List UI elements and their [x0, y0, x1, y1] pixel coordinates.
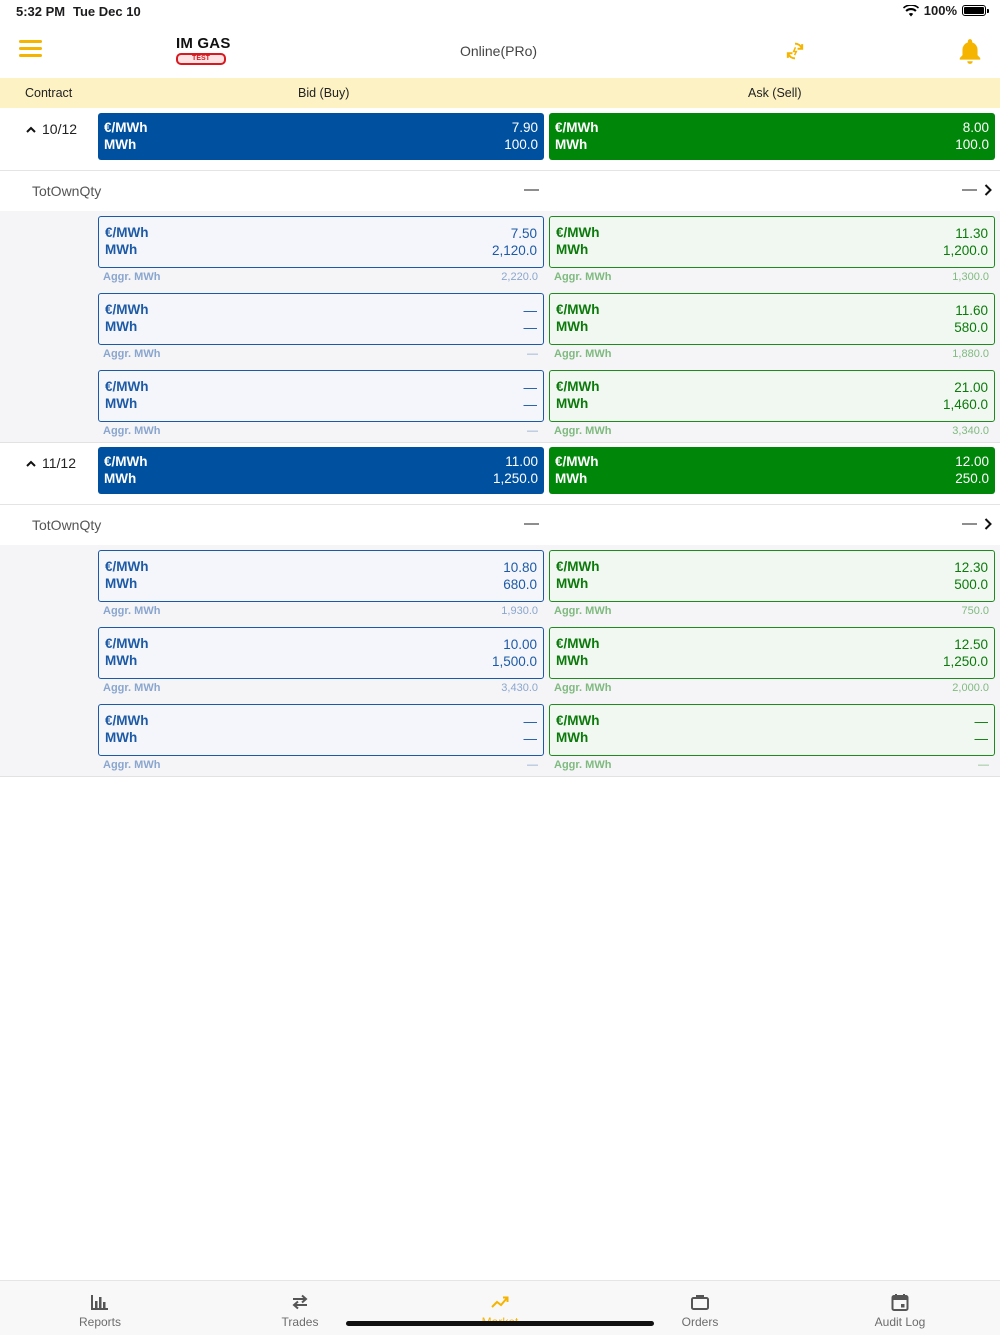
bid-price: — — [523, 380, 537, 395]
bid-aggr-value: — — [527, 348, 538, 360]
ask-price: 11.60 — [955, 303, 988, 318]
ask-aggr-label: Aggr. MWh — [554, 271, 612, 283]
ask-level-cell[interactable] — [549, 370, 995, 422]
ask-price: 12.30 — [954, 560, 988, 575]
bar-chart-icon — [90, 1293, 110, 1311]
tab-label: Trades — [281, 1315, 319, 1329]
price-unit: €/MWh — [104, 454, 148, 469]
ask-aggr-label: Aggr. MWh — [554, 348, 612, 360]
depth-level-row — [0, 545, 1000, 623]
ask-level-cell[interactable] — [549, 550, 995, 602]
connection-status: Online(PRo) — [460, 43, 538, 59]
bid-level-cell[interactable] — [98, 293, 544, 345]
qty-unit: MWh — [105, 242, 138, 257]
col-ask: Ask (Sell) — [748, 86, 802, 100]
chevron-right-icon — [984, 184, 992, 196]
price-unit: €/MWh — [555, 120, 599, 135]
bid-aggr-value: — — [527, 759, 538, 771]
best-ask-price: 8.00 — [962, 120, 989, 135]
price-unit: €/MWh — [555, 454, 599, 469]
ask-aggr-value: — — [978, 759, 989, 771]
tot-own-ask: — — [962, 515, 977, 532]
col-contract: Contract — [25, 86, 73, 100]
best-ask-price: 12.00 — [955, 454, 989, 469]
ask-price: 11.30 — [955, 226, 988, 241]
ask-level-cell[interactable] — [549, 216, 995, 268]
bid-aggr-label: Aggr. MWh — [103, 425, 161, 437]
ask-aggr-label: Aggr. MWh — [554, 759, 612, 771]
price-unit: €/MWh — [556, 559, 600, 574]
best-bid-qty: 1,250.0 — [492, 471, 538, 486]
best-ask-cell[interactable] — [549, 447, 995, 494]
tot-own-qty-row[interactable] — [0, 504, 1000, 546]
swap-arrows-icon — [290, 1293, 310, 1311]
qty-unit: MWh — [104, 471, 137, 486]
contract-label: 11/12 — [42, 455, 76, 471]
bid-qty: 680.0 — [503, 577, 537, 592]
status-date: Tue Dec 10 — [73, 4, 141, 19]
bid-price: — — [523, 303, 537, 318]
ask-qty: 1,250.0 — [942, 654, 988, 669]
ask-price: 12.50 — [954, 637, 988, 652]
logo-test-badge: TEST — [176, 53, 226, 65]
ask-aggr-value: 1,880.0 — [952, 348, 989, 360]
chevron-up-icon — [26, 126, 36, 133]
price-unit: €/MWh — [556, 379, 600, 394]
app-logo — [176, 36, 232, 65]
tab-label: Reports — [78, 1315, 122, 1329]
tot-own-qty-label: TotOwnQty — [32, 183, 102, 199]
status-right — [903, 3, 986, 18]
col-bid: Bid (Buy) — [298, 86, 350, 100]
ask-aggr-value: 2,000.0 — [952, 682, 989, 694]
depth-level-row — [0, 622, 1000, 700]
bid-aggr-label: Aggr. MWh — [103, 348, 161, 360]
home-indicator — [346, 1321, 654, 1326]
best-bid-cell[interactable] — [98, 113, 544, 160]
bid-price: 10.80 — [503, 560, 537, 575]
contract-label: 10/12 — [42, 121, 78, 137]
qty-unit: MWh — [556, 653, 589, 668]
qty-unit: MWh — [105, 319, 138, 334]
bid-level-cell[interactable] — [98, 627, 544, 679]
bid-qty: 2,120.0 — [491, 243, 537, 258]
bid-price: — — [523, 714, 537, 729]
chevron-right-icon — [984, 518, 992, 530]
bid-aggr-value: — — [527, 425, 538, 437]
ask-aggr-value: 3,340.0 — [952, 425, 989, 437]
qty-unit: MWh — [555, 137, 588, 152]
ask-qty: 580.0 — [954, 320, 988, 335]
ask-aggr-label: Aggr. MWh — [554, 682, 612, 694]
status-bar — [0, 0, 1000, 24]
bid-aggr-value: 2,220.0 — [501, 271, 538, 283]
best-bid-price: 7.90 — [511, 120, 538, 135]
bid-level-cell[interactable] — [98, 370, 544, 422]
price-unit: €/MWh — [105, 559, 149, 574]
tot-own-qty-row[interactable] — [0, 170, 1000, 212]
best-ask-cell[interactable] — [549, 113, 995, 160]
qty-unit: MWh — [556, 319, 589, 334]
bid-level-cell[interactable] — [98, 704, 544, 756]
tab-label: Audit Log — [874, 1315, 926, 1329]
price-unit: €/MWh — [105, 713, 149, 728]
tab-market[interactable] — [400, 1281, 600, 1335]
bid-aggr-value: 1,930.0 — [501, 605, 538, 617]
bid-qty: — — [523, 320, 537, 335]
qty-unit: MWh — [105, 396, 138, 411]
bid-aggr-value: 3,430.0 — [501, 682, 538, 694]
qty-unit: MWh — [105, 730, 138, 745]
tot-own-bid: — — [524, 515, 539, 532]
contract-toggle[interactable] — [26, 455, 76, 471]
price-unit: €/MWh — [556, 713, 600, 728]
chevron-up-icon — [26, 460, 36, 467]
price-unit: €/MWh — [105, 302, 149, 317]
best-bid-price: 11.00 — [505, 454, 538, 469]
bid-price: 7.50 — [510, 226, 537, 241]
briefcase-icon — [690, 1293, 710, 1311]
best-ask-qty: 100.0 — [955, 137, 989, 152]
bid-level-cell[interactable] — [98, 216, 544, 268]
tot-own-qty-label: TotOwnQty — [32, 517, 102, 533]
calendar-icon — [890, 1293, 910, 1311]
ask-level-cell[interactable] — [549, 627, 995, 679]
ask-qty: 500.0 — [954, 577, 988, 592]
depth-level-row — [0, 288, 1000, 366]
depth-level-row — [0, 211, 1000, 289]
bid-qty: 1,500.0 — [491, 654, 537, 669]
ask-level-cell[interactable] — [549, 704, 995, 756]
notification-bell-icon[interactable] — [957, 37, 983, 65]
bid-aggr-label: Aggr. MWh — [103, 682, 161, 694]
price-unit: €/MWh — [556, 225, 600, 240]
bottom-tab-bar — [0, 1280, 1000, 1335]
qty-unit: MWh — [105, 653, 138, 668]
ask-level-cell[interactable] — [549, 293, 995, 345]
depth-level-row — [0, 699, 1000, 777]
tot-own-ask: — — [962, 181, 977, 198]
bid-level-cell[interactable] — [98, 550, 544, 602]
price-unit: €/MWh — [105, 225, 149, 240]
price-unit: €/MWh — [556, 636, 600, 651]
qty-unit: MWh — [105, 576, 138, 591]
price-unit: €/MWh — [105, 379, 149, 394]
best-bid-qty: 100.0 — [504, 137, 538, 152]
qty-unit: MWh — [104, 137, 137, 152]
bid-qty: — — [523, 731, 537, 746]
ask-qty: 1,200.0 — [942, 243, 988, 258]
tot-own-bid: — — [524, 181, 539, 198]
qty-unit: MWh — [556, 576, 589, 591]
column-header — [0, 78, 1000, 108]
ask-aggr-label: Aggr. MWh — [554, 425, 612, 437]
bid-price: 10.00 — [503, 637, 537, 652]
qty-unit: MWh — [556, 242, 589, 257]
ask-qty: 1,460.0 — [942, 397, 988, 412]
tab-trades[interactable] — [200, 1281, 400, 1335]
bid-qty: — — [523, 397, 537, 412]
logo-name: IM GAS — [176, 35, 231, 52]
hamburger-menu-icon[interactable] — [19, 40, 42, 58]
qty-unit: MWh — [556, 396, 589, 411]
ask-qty: — — [974, 731, 988, 746]
wifi-icon — [903, 5, 919, 17]
contract-toggle[interactable] — [26, 121, 77, 137]
best-bid-cell[interactable] — [98, 447, 544, 494]
battery-percent: 100% — [923, 3, 957, 18]
bid-aggr-label: Aggr. MWh — [103, 605, 161, 617]
ask-price: 21.00 — [954, 380, 988, 395]
ask-aggr-label: Aggr. MWh — [554, 605, 612, 617]
bid-aggr-label: Aggr. MWh — [103, 759, 161, 771]
ask-aggr-value: 750.0 — [961, 605, 989, 617]
tab-reports[interactable] — [0, 1281, 200, 1335]
price-unit: €/MWh — [556, 302, 600, 317]
bid-aggr-label: Aggr. MWh — [103, 271, 161, 283]
qty-unit: MWh — [556, 730, 589, 745]
tab-label: Orders — [681, 1315, 719, 1329]
ask-price: — — [974, 714, 988, 729]
battery-icon — [962, 5, 986, 16]
depth-level-row — [0, 365, 1000, 443]
price-unit: €/MWh — [104, 120, 148, 135]
trend-up-icon — [490, 1293, 510, 1311]
qty-unit: MWh — [555, 471, 588, 486]
ask-aggr-value: 1,300.0 — [952, 271, 989, 283]
tab-audit-log[interactable] — [800, 1281, 1000, 1335]
best-ask-qty: 250.0 — [955, 471, 989, 486]
status-time: 5:32 PM — [16, 4, 66, 19]
app-header — [0, 24, 1000, 78]
tab-orders[interactable] — [600, 1281, 800, 1335]
price-unit: €/MWh — [105, 636, 149, 651]
refresh-sync-icon[interactable] — [784, 40, 806, 62]
